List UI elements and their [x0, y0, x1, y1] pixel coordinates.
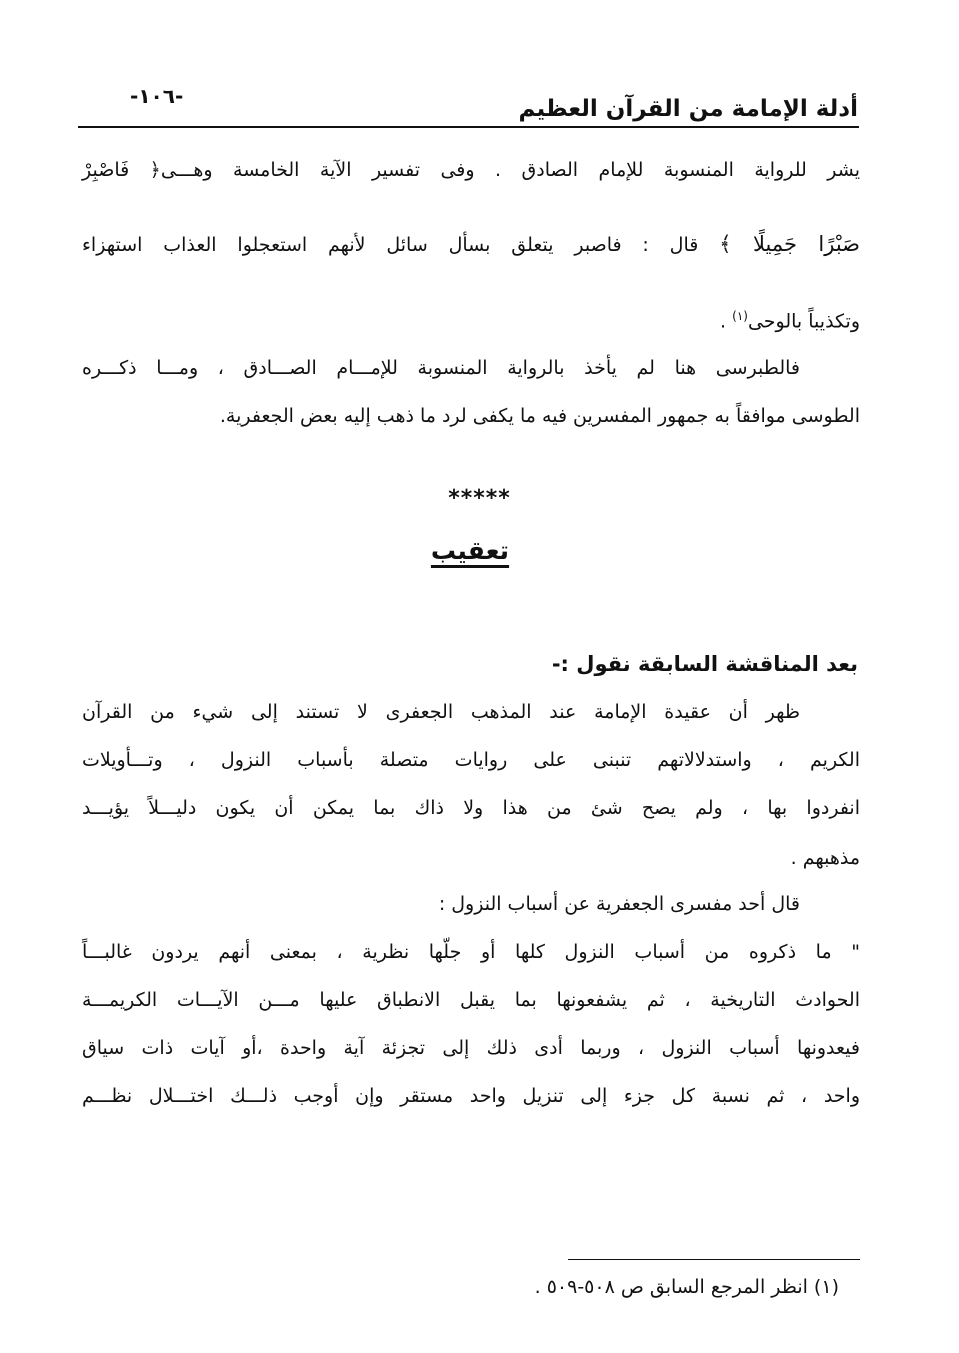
header-divider — [78, 126, 859, 128]
line-text: قال أحد مفسرى الجعفرية عن أسباب النزول : — [438, 893, 800, 915]
text-line — [82, 158, 860, 182]
line-text: الحوادث التاريخية ، ثم يشفعونها بما يقبل الانطباق عليها مـــن الآيـــات الكريمـــة — [82, 989, 860, 1011]
quote-line — [82, 1084, 860, 1108]
text-line — [82, 748, 860, 772]
line-text: الكريم ، واستدلالاتهم تنبنى على روايات متصلة بأسباب النزول ، وتـــأويلات — [82, 749, 860, 771]
text-line — [439, 892, 800, 916]
section-separator: ***** — [448, 486, 511, 511]
line-text: " ما ذكروه من أسباب النزول كلها أو جلّها نظرية ، بمعنى أنهم يردون غالبـــاً — [82, 941, 860, 963]
text-line — [82, 232, 860, 257]
quote-line — [82, 940, 860, 964]
footnote: (١) انظر المرجع السابق ص ٥٠٨-٥٠٩ . — [534, 1276, 839, 1298]
line-text: انفردوا بها ، ولم يصح شئ من هذا ولا ذاك بما يمكن أن يكون دليـــلاً يؤيـــد — [82, 797, 860, 819]
text-line — [220, 404, 860, 428]
page-header — [78, 84, 858, 126]
line-text: وتكذيباً بالوحى — [747, 310, 860, 333]
line-text: الطوسى موافقاً به جمهور المفسرين فيه ما يكفى لرد ما ذهب إليه بعض الجعفرية. — [219, 405, 860, 427]
line-text: واحد ، ثم نسبة كل جزء إلى تنزيل واحد مستقر وإن أوجب ذلـــك اختـــلال نظـــم — [82, 1085, 860, 1107]
line-text: يشر للرواية المنسوبة للإمام الصادق . وفى تفسير الآية الخامسة وهـــى﴿ فَاصْبِرْ — [82, 159, 860, 181]
line-text: قال : فاصبر يتعلق بسأل سائل لأنهم استعجلوا العذاب استهزاء — [82, 234, 720, 256]
running-title: أدلة الإمامة من القرآن العظيم — [518, 96, 858, 122]
subheading: بعد المناقشة السابقة نقول :- — [551, 652, 858, 676]
footnote-marker: (١) — [732, 309, 748, 323]
text-line — [82, 796, 860, 820]
line-text: مذهبهم . — [790, 847, 860, 869]
quote-line — [82, 1036, 860, 1060]
line-text: فيعدونها أسباب النزول ، وربما أدى ذلك إلى تجزئة آية واحدة ،أو آيات ذات سياق — [82, 1037, 860, 1059]
text-line — [720, 304, 860, 333]
quote-line — [82, 988, 860, 1012]
section-heading: تعقيب — [430, 536, 510, 565]
page-number: -١٠٦- — [130, 84, 184, 108]
text-line — [791, 846, 860, 870]
text-line — [82, 700, 860, 724]
text-line — [82, 356, 860, 380]
quran-verse: صَبْرًا جَمِيلًا ﴾ — [719, 232, 861, 256]
footnote-divider — [568, 1259, 860, 1260]
line-text: . — [720, 310, 733, 333]
line-text: فالطبرسى هنا لم يأخذ بالرواية المنسوبة للإمـــام الصـــادق ، ومـــا ذكـــره — [82, 357, 800, 379]
line-text: ظهر أن عقيدة الإمامة عند المذهب الجعفرى لا تستند إلى شيء من القرآن — [82, 701, 800, 723]
